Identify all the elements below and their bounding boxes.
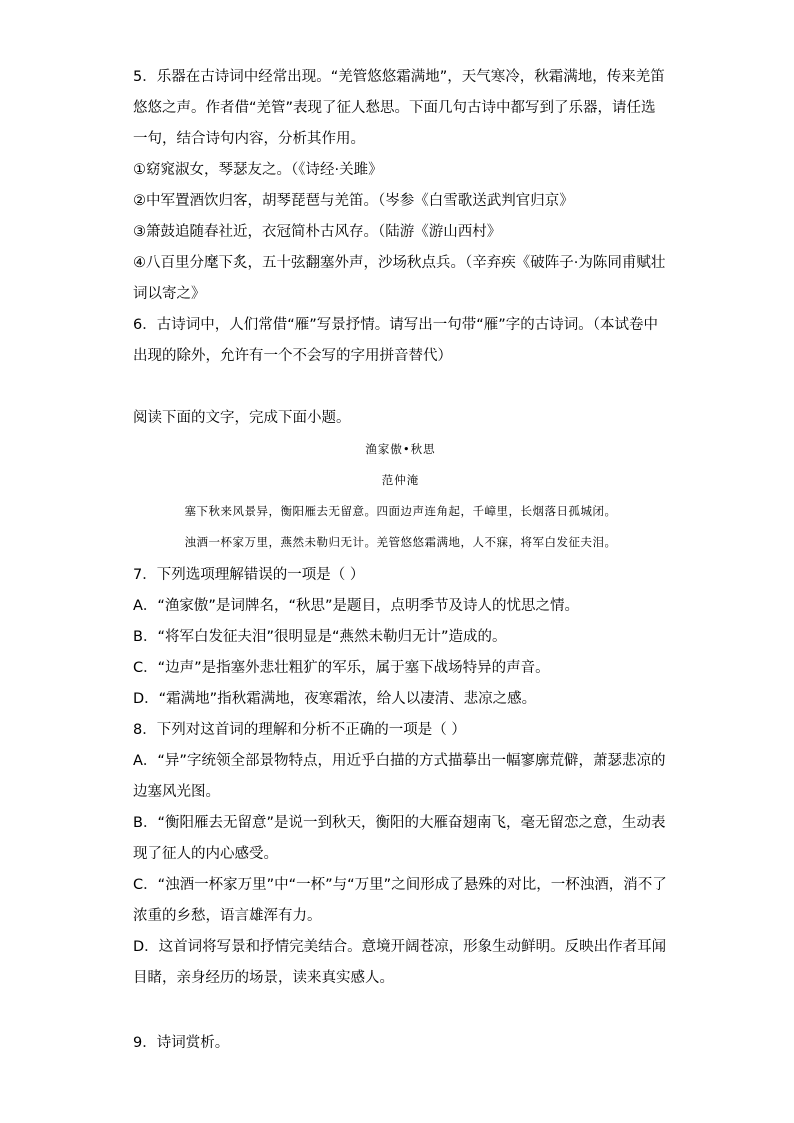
reading-intro	[133, 403, 668, 434]
question-6-stem: 6．古诗词中，人们常借“雁”写景抒情。请写出一句带“雁”字的古诗词。（本试卷中出现的除外，允许有一个不会写的字用拼音替代）	[133, 317, 659, 364]
question-5-item: ④八百里分麾下炙，五十弦翻塞外声，沙场秋点兵。（辛弃疾《破阵子·为陈同甫赋壮词以寄之》	[133, 255, 666, 302]
question-8-option: A．“异”字统领全部景物特点，用近乎白描的方式描摹出一幅寥廓荒僻，萧瑟悲凉的边塞风光图。	[133, 753, 666, 800]
poem-title: 渔家傲•秋思	[365, 442, 436, 456]
poem-line: 塞下秋来风景异，衡阳雁去无留意。四面边声连角起，千嶂里，长烟落日孤城闭。	[184, 504, 617, 518]
question-7-option: C．“边声”是指塞外悲壮粗犷的军乐，属于塞下战场特异的声音。	[133, 660, 550, 676]
question-8-stem: 8．下列对这首词的理解和分析不正确的一项是（ ）	[133, 722, 466, 738]
poem-author: 范仲淹	[381, 473, 420, 487]
question-7-option: B．“将军白发征夫泪”很明显是“燕然未勒归无计”造成的。	[133, 629, 507, 645]
reading-intro-text: 阅读下面的文字，完成下面小题。	[133, 410, 351, 426]
poem-block	[133, 434, 668, 558]
question-7-option: A．“渔家傲”是词牌名，“秋思”是题目，点明季节及诗人的忧思之情。	[133, 598, 579, 614]
question-6	[133, 310, 668, 372]
question-5-item: ②中军置酒饮归客，胡琴琵琶与羌笛。（岑参《白雪歌送武判官归京》	[133, 193, 574, 209]
question-8-option: B．“衡阳雁去无留意”是说一到秋天，衡阳的大雁奋翅南飞，毫无留恋之意，生动表现了征人的内心感受。	[133, 815, 666, 862]
poem-line: 浊酒一杯家万里，燕然未勒归无计。羌管悠悠霜满地，人不寐，将军白发征夫泪。	[184, 535, 617, 549]
question-9-stem: 9．诗词赏析。	[133, 1035, 230, 1051]
question-5-item: ③箫鼓追随春社近，衣冠简朴古风存。（陆游《游山西村》	[133, 224, 502, 240]
question-7-option: D．“霜满地”指秋霜满地，夜寒霜浓，给人以凄清、悲凉之感。	[133, 691, 537, 707]
question-8-option: D．这首词将写景和抒情完美结合。意境开阔苍凉，形象生动鲜明。反映出作者耳闻目睹，亲身经历的场景，读来真实感人。	[133, 939, 667, 986]
question-5	[133, 62, 668, 310]
question-9	[133, 1028, 668, 1059]
question-5-item: ①窈窕淑女，琴瑟友之。（《诗经·关雎》	[133, 162, 383, 178]
question-8-option: C．“浊酒一杯家万里”中“一杯”与“万里”之间形成了悬殊的对比，一杯浊酒，消不了浓重的乡愁，语言雄浑有力。	[133, 877, 667, 924]
question-5-stem: 5．乐器在古诗词中经常出现。“羌管悠悠霜满地”，天气寒冷，秋霜满地，传来羌笛悠悠之声。作者借“羌管”表现了征人愁思。下面几句古诗中都写到了乐器，请任选一句，结合诗句内容，分析其作用。	[133, 69, 665, 147]
question-7	[133, 560, 668, 715]
question-7-stem: 7．下列选项理解错误的一项是（ ）	[133, 567, 365, 583]
question-8	[133, 715, 668, 994]
